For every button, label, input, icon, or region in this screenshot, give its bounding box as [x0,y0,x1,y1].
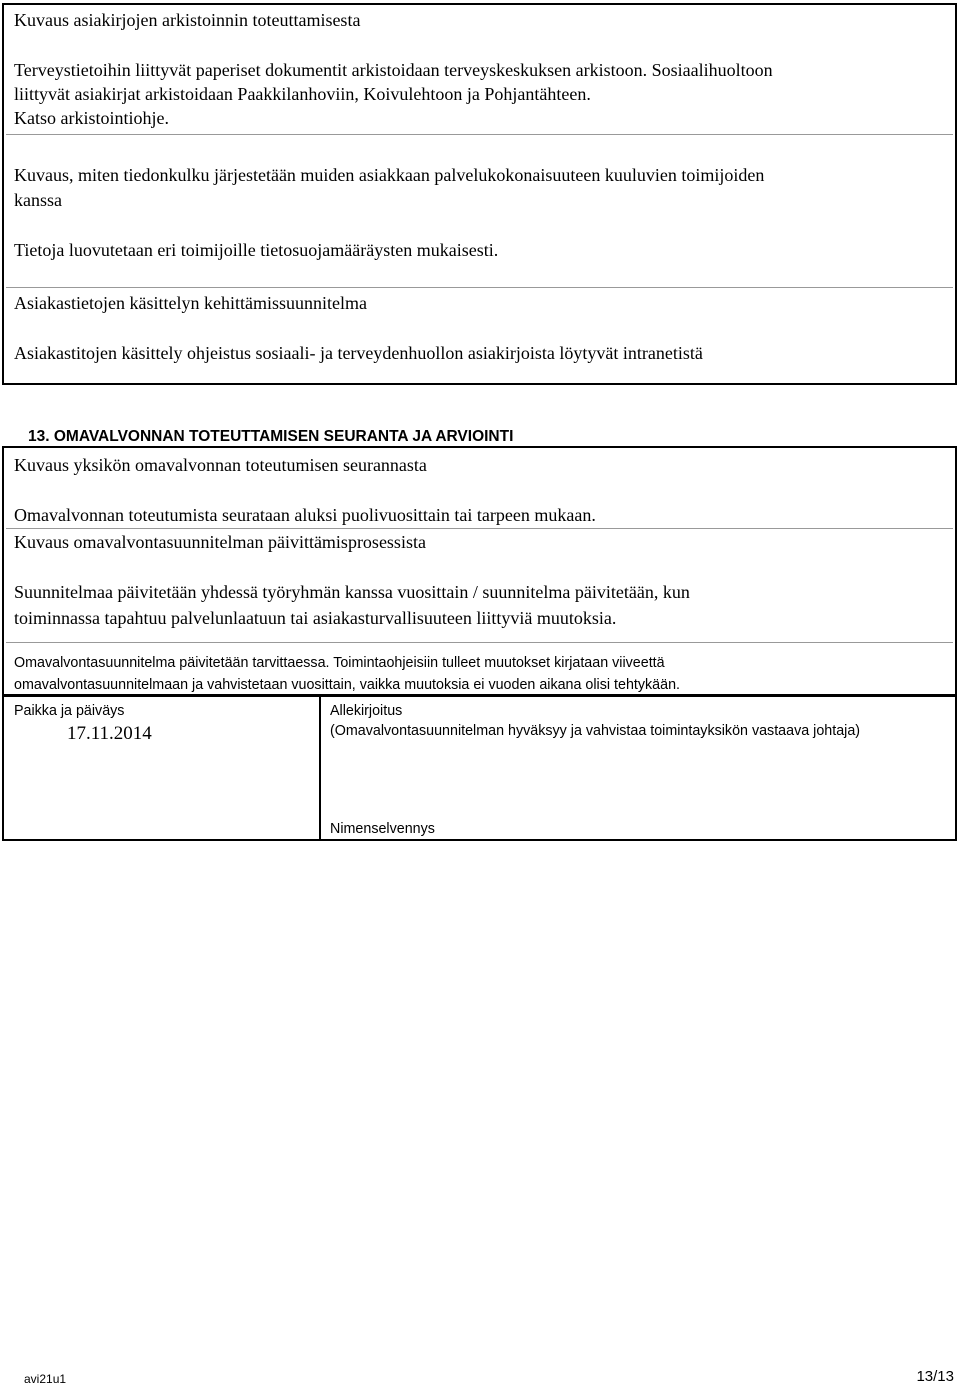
update-note-line-1: Omavalvontasuunnitelma päivitetään tarvittaessa. Toimintaohjeisiin tulleet muutokset kirjataan viiveettä [14,655,665,671]
section-13-title: 13. OMAVALVONNAN TOTEUTTAMISEN SEURANTA JA ARVIOINTI [28,428,514,445]
update-note-line-2: omavalvontasuunnitelmaan ja vahvistetaan vuosittain, vaikka muutoksia ei vuoden aikana olisi tehtykään. [14,677,680,693]
name-clarification-label: Nimenselvennys [330,821,435,837]
update-text-line-2: toiminnassa tapahtuu palvelunlaatuun tai asiakasturvallisuuteen liittyviä muutoksia. [14,608,617,628]
monitoring-heading: Kuvaus yksikön omavalvonnan toteutumisen seurannasta [14,455,427,475]
footer-page-number: 13/13 [916,1368,954,1385]
divider [6,528,953,529]
archiving-text-line-2: liittyvät asiakirjat arkistoidaan Paakkilanhoviin, Koivulehtoon ja Pohjantähteen. [14,84,591,104]
infoflow-text: Tietoja luovutetaan eri toimijoille tietosuojamääräysten mukaisesti. [14,240,499,260]
update-text-line-1: Suunnitelmaa päivitetään yhdessä työryhmän kanssa vuosittain / suunnitelma päivitetään, kun [14,582,690,602]
place-date-label: Paikka ja päiväys [14,703,125,719]
infoflow-heading-line-2: kanssa [14,190,62,210]
signature-label: Allekirjoitus [330,703,403,719]
devplan-text: Asiakastitojen käsittely ohjeistus sosiaali- ja terveydenhuollon asiakirjoista löytyvät intranetistä [14,343,703,363]
signature-date: 17.11.2014 [67,723,152,744]
update-heading: Kuvaus omavalvontasuunnitelman päivittämisprosessista [14,532,426,552]
infoflow-heading-line-1: Kuvaus, miten tiedonkulku järjestetään muiden asiakkaan palvelukokonaisuuteen kuuluvien toimijoiden [14,165,765,185]
monitoring-text: Omavalvonnan toteutumista seurataan aluksi puolivuosittain tai tarpeen mukaan. [14,505,596,525]
signature-note: (Omavalvontasuunnitelman hyväksyy ja vahvistaa toimintayksikön vastaava johtaja) [330,723,861,739]
monitoring-box [2,446,957,696]
archiving-text-line-1: Terveystietoihin liittyvät paperiset dokumentit arkistoidaan terveyskeskuksen arkistoon. Sosiaalihuoltoon [14,60,773,80]
signature-column-divider [319,697,321,839]
archiving-heading: Kuvaus asiakirjojen arkistoinnin toteuttamisesta [14,10,361,30]
signature-box [2,695,957,841]
divider [6,642,953,643]
devplan-heading: Asiakastietojen käsittelyn kehittämissuunnitelma [14,293,367,313]
divider [6,134,953,135]
divider [6,287,953,288]
archiving-box [2,3,957,385]
archiving-text-line-3: Katso arkistointiohje. [14,108,169,128]
footer-doc-code: avi21u1 [24,1372,67,1386]
